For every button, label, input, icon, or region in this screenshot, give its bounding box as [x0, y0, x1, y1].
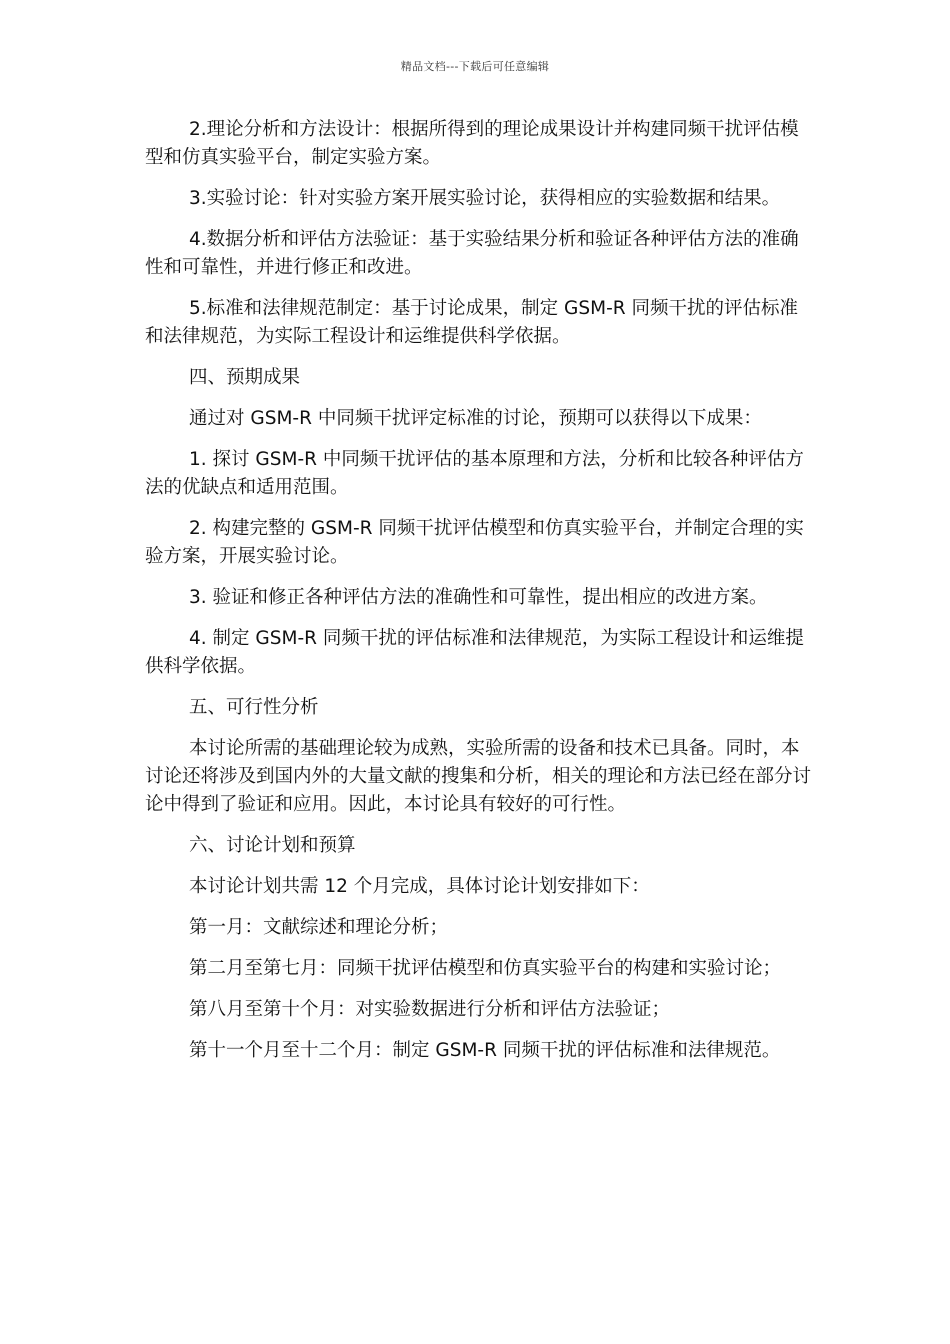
schedule-item-month-2-7: 第二月至第七月：同频干扰评估模型和仿真实验平台的构建和实验讨论； [189, 958, 782, 979]
list-item-result-3: 3. 验证和修正各种评估方法的准确性和可靠性，提出相应的改进方案。 [189, 587, 768, 608]
paragraph-method-design: 2.理论分析和方法设计：根据所得到的理论成果设计并构建同频干扰评估模型和仿真实验平台，制定实验方案。 [145, 119, 799, 168]
paragraph-experiment: 3.实验讨论：针对实验方案开展实验讨论，获得相应的实验数据和结果。 [189, 188, 781, 209]
schedule-item-month-8-10: 第八月至第十个月：对实验数据进行分析和评估方法验证； [189, 999, 671, 1020]
list-item-result-2: 2. 构建完整的 GSM-R 同频干扰评估模型和仿真实验平台，并制定合理的实验方案，开展实验讨论。 [145, 518, 804, 567]
section-heading-feasibility: 五、可行性分析 [189, 697, 319, 718]
document-body [145, 116, 815, 1078]
schedule-item-month-1: 第一月：文献综述和理论分析； [189, 917, 449, 938]
paragraph-expected-intro: 通过对 GSM-R 中同频干扰评定标准的讨论，预期可以获得以下成果： [189, 408, 762, 429]
schedule-item-month-11-12: 第十一个月至十二个月：制定 GSM-R 同频干扰的评估标准和法律规范。 [189, 1040, 781, 1061]
paragraph-feasibility: 本讨论所需的基础理论较为成熟，实验所需的设备和技术已具备。同时，本讨论还将涉及到国内外的大量文献的搜集和分析，相关的理论和方法已经在部分讨论中得到了验证和应用。因此，本讨论具有较好的可行性。 [145, 738, 812, 815]
paragraph-plan-intro: 本讨论计划共需 12 个月完成，具体讨论计划安排如下： [189, 876, 650, 897]
paragraph-standards: 5.标准和法律规范制定：基于讨论成果，制定 GSM-R 同频干扰的评估标准和法律规范，为实际工程设计和运维提供科学依据。 [145, 298, 798, 347]
paragraph-data-analysis: 4.数据分析和评估方法验证：基于实验结果分析和验证各种评估方法的准确性和可靠性，并进行修正和改进。 [145, 229, 799, 278]
section-heading-expected-results: 四、预期成果 [189, 367, 301, 388]
section-heading-plan-budget: 六、讨论计划和预算 [189, 835, 356, 856]
list-item-result-1: 1. 探讨 GSM-R 中同频干扰评估的基本原理和方法，分析和比较各种评估方法的优缺点和适用范围。 [145, 449, 804, 498]
page-header: 精品文档---下载后可任意编辑 [400, 60, 550, 73]
list-item-result-4: 4. 制定 GSM-R 同频干扰的评估标准和法律规范，为实际工程设计和运维提供科学依据。 [145, 628, 804, 677]
